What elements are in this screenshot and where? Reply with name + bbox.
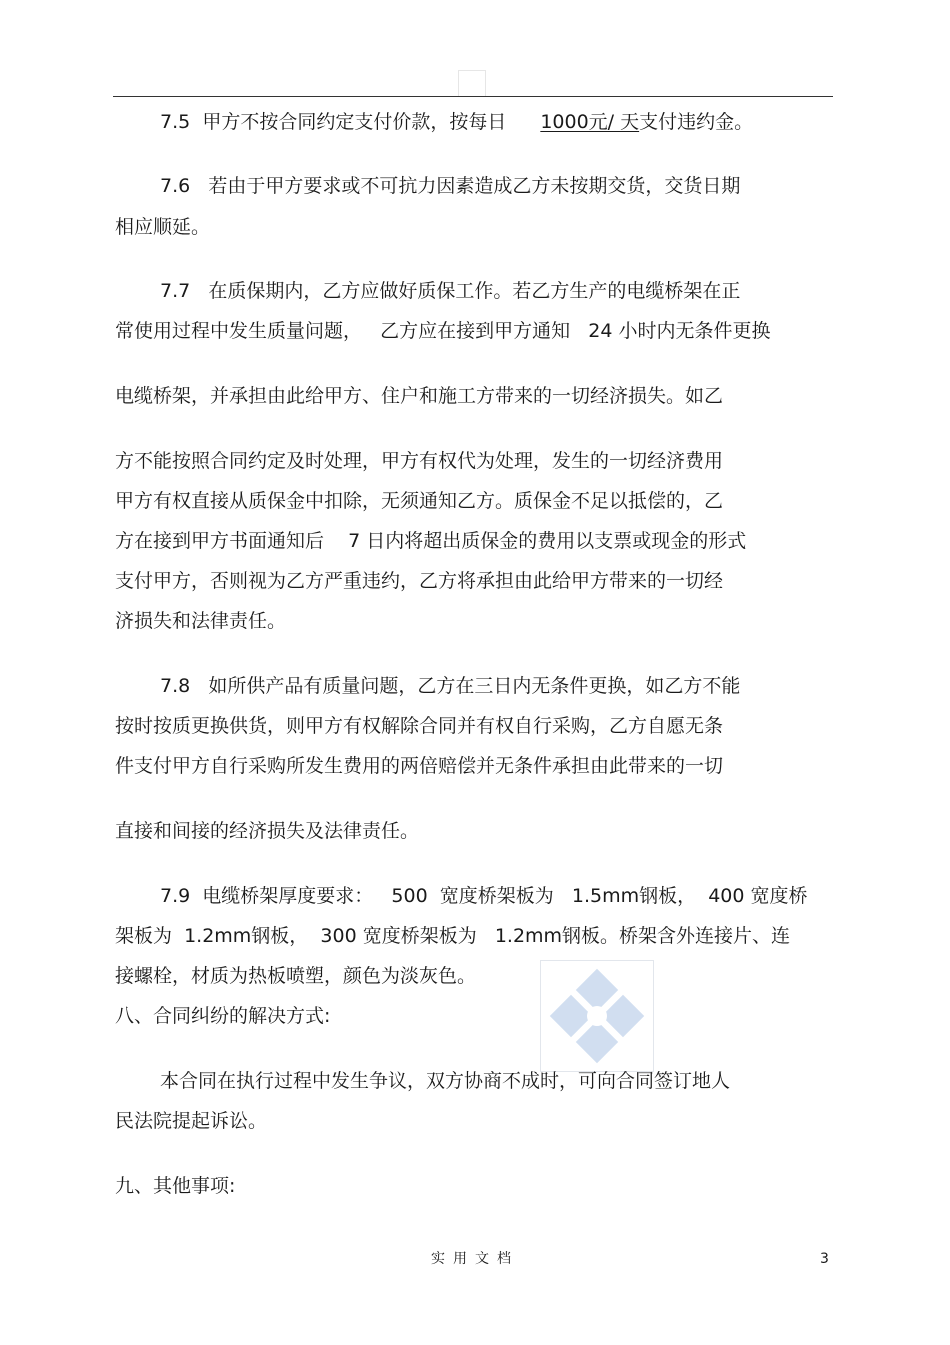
watermark-logo [540, 960, 654, 1072]
clause-7-9-line: 架板为 1.2mm钢板， 300 宽度桥架板为 1.2mm钢板。桥架含外连接片、连 [115, 925, 791, 947]
watermark-emblem-icon [541, 961, 653, 1071]
clause-7-9-line: 7.9 电缆桥架厚度要求： 500 宽度桥架板为 1.5mm钢板， 400 宽度桥 [160, 885, 808, 907]
section-9-heading: 九、其他事项: [115, 1175, 236, 1197]
header-mark [458, 70, 486, 96]
clause-7-7-line: 方在接到甲方书面通知后 7 日内将超出质保金的费用以支票或现金的形式 [115, 530, 747, 552]
clause-7-5-penalty: 1000元/ 天 [540, 111, 640, 133]
clause-7-8-line: 按时按质更换供货，则甲方有权解除合同并有权自行采购，乙方自愿无条 [115, 715, 724, 737]
clause-7-7-line: 甲方有权直接从质保金中扣除，无须通知乙方。质保金不足以抵偿的，乙 [115, 490, 724, 512]
clause-7-5-text: 甲方不按合同约定支付价款，按每日 [202, 111, 507, 133]
page-number: 3 [820, 1251, 829, 1267]
clause-7-7-line: 方不能按照合同约定及时处理，甲方有权代为处理，发生的一切经济费用 [115, 450, 724, 472]
clause-7-6-line-2: 相应顺延。 [115, 216, 211, 238]
clause-7-6-line-1: 7.6 若由于甲方要求或不可抗力因素造成乙方未按期交货，交货日期 [160, 175, 741, 197]
clause-7-5-number: 7.5 [160, 111, 191, 133]
header-rule [113, 96, 833, 97]
footer-label: 实用文档 [431, 1251, 519, 1267]
section-8-heading: 八、合同纠纷的解决方式: [115, 1005, 331, 1027]
clause-7-8-line: 7.8 如所供产品有质量问题，乙方在三日内无条件更换，如乙方不能 [160, 675, 741, 697]
clause-7-7-line: 支付甲方，否则视为乙方严重违约，乙方将承担由此给甲方带来的一切经 [115, 570, 724, 592]
clause-7-7-line: 常使用过程中发生质量问题， 乙方应在接到甲方通知 24 小时内无条件更换 [115, 320, 771, 342]
section-8-line-2: 民法院提起诉讼。 [115, 1110, 268, 1132]
clause-7-8-line: 直接和间接的经济损失及法律责任。 [115, 820, 420, 842]
section-8-line-1: 本合同在执行过程中发生争议，双方协商不成时，可向合同签订地人 [160, 1070, 731, 1092]
clause-7-5 [160, 110, 753, 134]
clause-7-5-text-end: 支付违约金。 [639, 111, 754, 133]
clause-7-7-line: 济损失和法律责任。 [115, 610, 287, 632]
clause-7-9-line: 接螺栓，材质为热板喷塑，颜色为淡灰色。 [115, 965, 477, 987]
clause-7-8-line: 件支付甲方自行采购所发生费用的两倍赔偿并无条件承担由此带来的一切 [115, 755, 724, 777]
clause-7-7-line: 电缆桥架，并承担由此给甲方、住户和施工方带来的一切经济损失。如乙 [115, 385, 724, 407]
clause-7-7-line: 7.7 在质保期内，乙方应做好质保工作。若乙方生产的电缆桥架在正 [160, 280, 741, 302]
